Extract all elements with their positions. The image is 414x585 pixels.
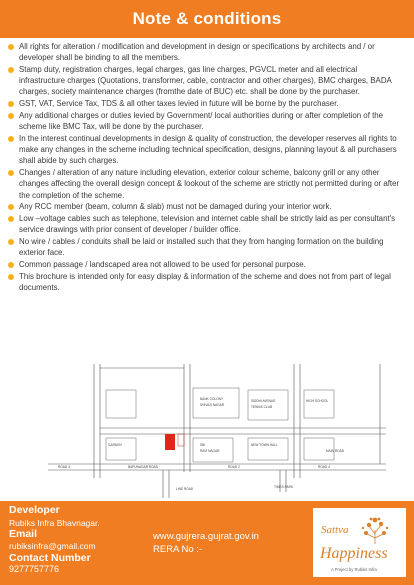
map-label: ROAD 4 — [318, 465, 330, 469]
bullet-dot-icon — [8, 136, 14, 142]
note-item — [8, 201, 404, 212]
bullet-dot-icon — [8, 204, 14, 210]
map-label: SHIVAJI NAGAR — [200, 403, 225, 407]
map-label: BAPUNAGAR ROAD — [128, 465, 159, 469]
map-label: TIMES PARK — [274, 485, 294, 489]
tree-logo-icon — [313, 508, 406, 577]
map-label: SIDDHI AVENUE — [251, 399, 276, 403]
note-text: No wire / cables / conduits shall be laid or installed such that they from hanging formation on the building exterior face. — [19, 237, 384, 258]
note-text: This brochure is intended only for easy display & information of the scheme and does not from part of legal documents. — [19, 272, 391, 293]
location-map — [8, 360, 406, 501]
note-text: GST, VAT, Service Tax, TDS & all other taxes levied in future will be borne by the purchaser. — [19, 99, 339, 109]
project-logo — [313, 508, 406, 577]
email-value[interactable]: rubiksinfra@gmail.com — [9, 541, 96, 551]
note-item — [8, 259, 404, 270]
bullet-dot-icon — [8, 170, 14, 176]
note-item — [8, 271, 404, 293]
contact-value[interactable]: 9277757776 — [9, 564, 60, 574]
developer-value: Rubiks Infra Bhavnagar. — [9, 518, 100, 528]
bullet-dot-icon — [8, 262, 14, 268]
email-label: Email — [9, 528, 38, 540]
note-item — [8, 213, 404, 235]
page-title: Note & conditions — [132, 9, 282, 28]
site-marker — [165, 434, 175, 450]
map-label: ROAD 2 — [228, 465, 240, 469]
note-text: All rights for alteration / modification and development in design or specifications by architects and / or developer shall be binding to all the members. — [19, 42, 375, 63]
logo-main-text: Happiness — [320, 545, 388, 562]
note-item — [8, 110, 404, 132]
contact-label: Contact Number — [9, 552, 91, 564]
map-label: HIGH SCHOOL — [306, 399, 329, 403]
bullet-dot-icon — [8, 216, 14, 222]
note-item — [8, 64, 404, 98]
map-label: LINE ROAD — [176, 487, 194, 491]
note-text: Low –voltage cables such as telephone, television and internet cable shall be strictly laid as per consultant's service drawings with prior consent of developer / builder office. — [19, 214, 396, 235]
note-text: Changes / alteration of any nature including elevation, exterior colour scheme, balcony grill or any other changes affecting the overall design concept & lookout of the scheme are strictly not permitted during or after the completion of the scheme. — [19, 168, 400, 200]
bullet-dot-icon — [8, 113, 14, 119]
website-link[interactable]: www.gujrera.gujrat.gov.in — [153, 531, 259, 542]
bullet-dot-icon — [8, 239, 14, 245]
note-text: Any additional charges or duties levied by Government/ local authorities during or after completion of the scheme like BMC Tax, will be done by the purchaser. — [19, 111, 384, 132]
note-item — [8, 98, 404, 109]
rera-number: RERA No :- — [153, 544, 203, 555]
map-label: BANK COLONY — [200, 397, 224, 401]
note-item — [8, 41, 404, 63]
notes-list — [8, 41, 404, 294]
note-text: Any RCC member (beam, column & slab) must not be damaged during your interior work. — [19, 202, 332, 212]
map-label: ROAD 3 — [58, 465, 70, 469]
map-label: GARDEN — [108, 443, 122, 447]
logo-top-text: Sattva — [321, 524, 349, 536]
note-item — [8, 167, 404, 201]
header-bar — [0, 0, 414, 38]
location-map-drawing — [8, 360, 406, 501]
note-text: Common passage / landscaped area not allowed to be used for personal purpose. — [19, 260, 306, 270]
developer-label: Developer — [9, 504, 60, 516]
bullet-dot-icon — [8, 44, 14, 50]
map-label: NEW TOWN HALL — [251, 443, 278, 447]
note-text: In the interest continual developments in design & quality of construction, the developer reserves all rights to make any changes in the scheme including technical specification, designs, planning layout & all purchasers shall abide by such charges. — [19, 134, 397, 166]
note-text: Stamp duty, registration charges, legal charges, gas line charges, PGVCL meter and all electrical infrastructure charges (Quotations, transformer, cable, contractor and other charges), BMC charges, BADA charges, society maintenance charges (fromthe date of BUC) etc. shall be done by the purchaser. — [19, 65, 392, 97]
logo-sub-text: A Project by Rubiks Infra — [331, 567, 377, 572]
map-label: MAIN ROAD — [326, 449, 345, 453]
bullet-dot-icon — [8, 67, 14, 73]
bullet-dot-icon — [8, 274, 14, 280]
note-item — [8, 236, 404, 258]
map-label: RAVI NAGAR — [200, 449, 220, 453]
map-label: SBI — [200, 443, 206, 447]
bullet-dot-icon — [8, 101, 14, 107]
note-item — [8, 133, 404, 167]
map-label: TENNIS CLUB — [251, 405, 273, 409]
